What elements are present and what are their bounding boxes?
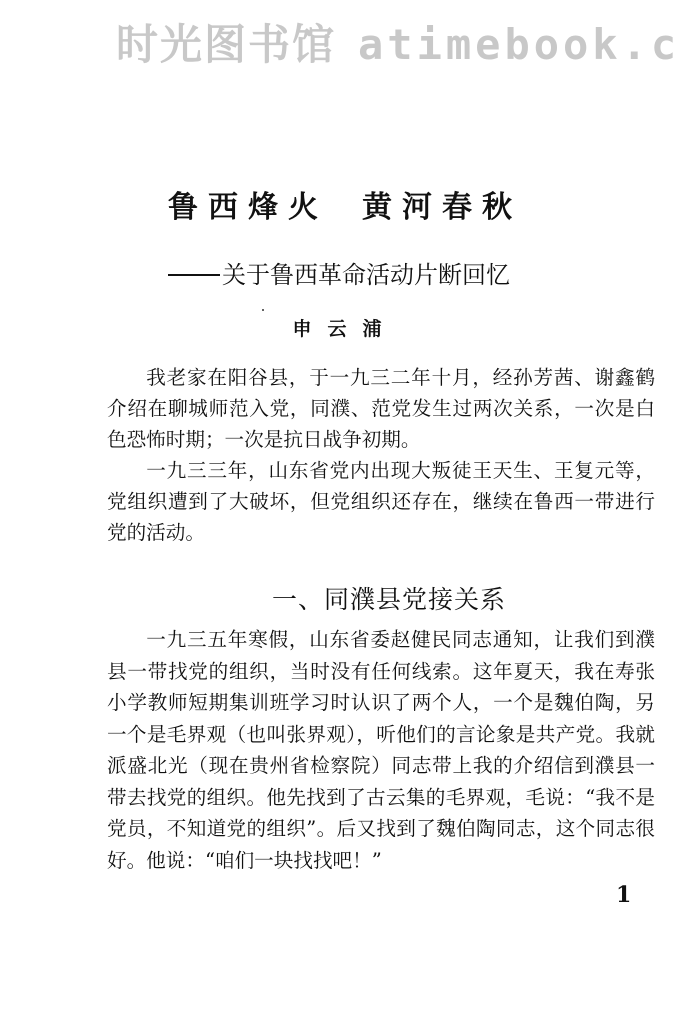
- section-heading: 一、同濮县党接关系: [272, 585, 507, 614]
- page-number: 1: [616, 882, 632, 908]
- subtitle-text: 关于鲁西革命活动片断回忆: [222, 261, 510, 289]
- section-paragraph: 一九三五年寒假，山东省委赵健民同志通知，让我们到濮县一带找党的组织，当时没有任何线索。这年夏天，我在寿张小学教师短期集训班学习时认识了两个人，一个是魏伯陶，另一个是毛界观（也叫张界观），听他们的言论象是共产党。我就派盛北光（现在贵州省检察院）同志带上我的介绍信到濮县一带去找党的组织。他先找到了古云集的毛界观，毛说：“我不是党员，不知道党的组织”。后又找到了魏伯陶同志，这个同志很好。他说：“咱们一块找找吧！”: [107, 628, 655, 872]
- watermark: [116, 12, 680, 72]
- print-speck: [262, 309, 264, 311]
- title-part-2: 黄河春秋: [362, 190, 522, 225]
- article-subtitle: [168, 255, 510, 290]
- paragraph-1: 我老家在阳谷县，于一九三二年十月，经孙芳茜、谢鑫鹤介绍在聊城师范入党，同濮、范党发生过两次关系，一次是白色恐怖时期；一次是抗日战争初期。: [107, 366, 655, 451]
- title-part-1: 鲁西烽火: [168, 190, 328, 225]
- article-title: [0, 182, 690, 226]
- watermark-latin: atimebook.c: [358, 20, 681, 69]
- watermark-chinese: 时光图书馆: [116, 20, 337, 69]
- author-name: 申云浦: [292, 318, 398, 340]
- paragraph-2: 一九三三年，山东省党内出现大叛徒王天生、王复元等，党组织遭到了大破坏，但党组织还存在，继续在鲁西一带进行党的活动。: [107, 459, 655, 544]
- subtitle-dash: [168, 274, 220, 276]
